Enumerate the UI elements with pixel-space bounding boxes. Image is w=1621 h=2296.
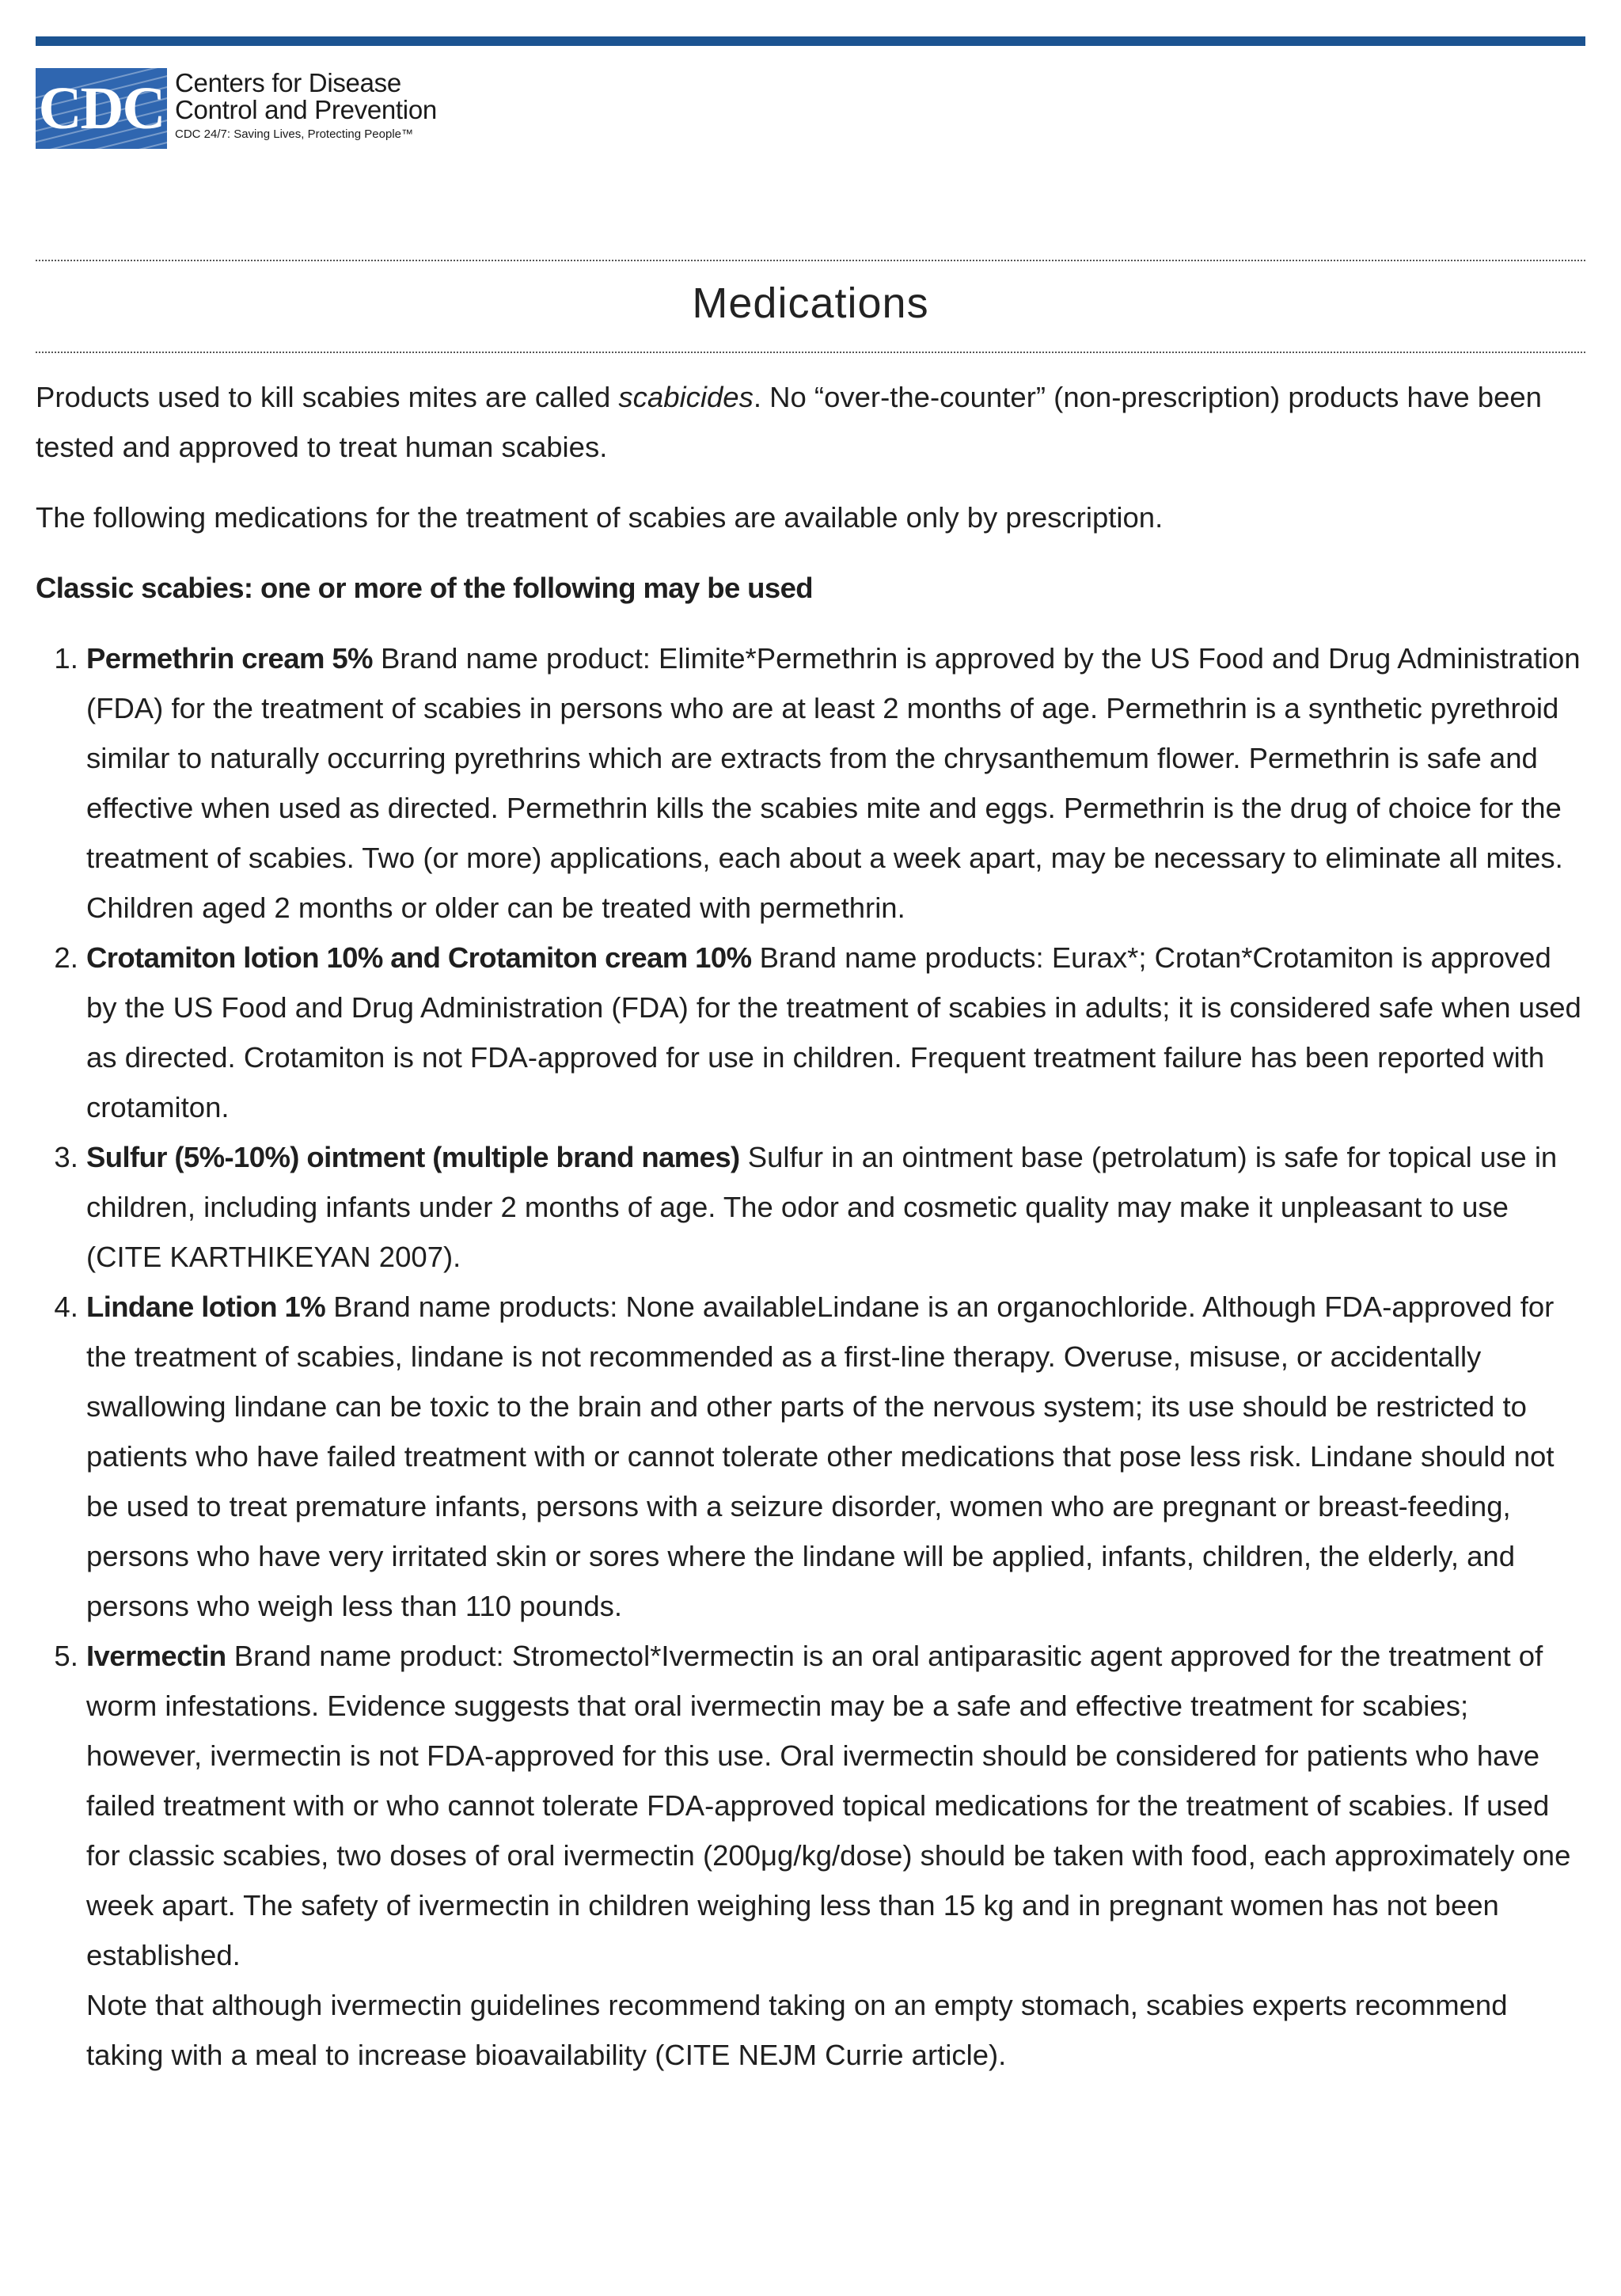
article-body — [36, 372, 1587, 2080]
medication-description: Brand name products: None availableLindane is an organochloride. Although FDA-approved for the treatment of scabies, lindane is not recommended as a first-line therapy. Overuse, misuse, or accidentally swallowing lindane can be toxic to the brain and other parts of the nervous system; its use should be restricted to patients who have failed treatment with or cannot tolerate other medications that pose less risk. Lindane should not be used to treat premature infants, persons with a seizure disorder, women who are pregnant or breast-feeding, persons who have very irritated skin or sores where the lindane will be applied, infants, children, the elderly, and persons who weigh less than 110 pounds. — [86, 1291, 1555, 1622]
medication-name: Sulfur (5%-10%) ointment (multiple brand names) — [86, 1141, 740, 1173]
intro-paragraph-1 — [36, 372, 1587, 472]
cdc-logo[interactable] — [36, 68, 437, 150]
title-rule-top — [36, 260, 1585, 261]
medication-name: Ivermectin — [86, 1640, 226, 1672]
title-rule-bottom — [36, 352, 1585, 353]
intro-p1-term: scabicides — [618, 381, 754, 413]
medication-name: Permethrin cream 5% — [86, 642, 373, 675]
medication-item-ivermectin — [86, 1631, 1587, 2080]
org-name-line-1: Centers for Disease — [175, 68, 401, 97]
intro-p1-after: . No “over-the-counter” (non-prescription) products have been tested and approved to treat human scabies. — [36, 381, 1542, 463]
medication-description: Brand name product: Stromectol*Ivermectin is an oral antiparasitic agent approved for the treatment of worm infestations. Evidence suggests that oral ivermectin may be a safe and effective treatment for scabies; however, ivermectin is not FDA-approved for this use. Oral ivermectin should be considered for patients who have failed treatment with or who cannot tolerate FDA-approved topical medications for the treatment of scabies. If used for classic scabies, two doses of oral ivermectin (200μg/kg/dose) should be taken with food, each approximately one week apart. The safety of ivermectin in children weighing less than 15 kg and in pregnant women has not been established. — [86, 1640, 1571, 1971]
cdc-logo-mark — [36, 68, 167, 149]
medication-name: Lindane lotion 1% — [86, 1291, 326, 1323]
org-name — [175, 68, 437, 144]
medication-item-permethrin — [86, 633, 1587, 933]
intro-p1-before: Products used to kill scabies mites are called — [36, 381, 619, 413]
page-title: Medications — [692, 279, 929, 327]
medication-name: Crotamiton lotion 10% and Crotamiton cream 10% — [86, 941, 752, 974]
medication-item-lindane — [86, 1282, 1587, 1631]
section-heading: Classic scabies: one or more of the following may be used — [36, 572, 813, 604]
header-top-bar — [36, 36, 1585, 46]
intro-paragraph-2: The following medications for the treatment of scabies are available only by prescription. — [36, 501, 1164, 534]
medication-note: Note that although ivermectin guidelines recommend taking on an empty stomach, scabies experts recommend taking with a meal to increase bioavailability (CITE NEJM Currie article). — [86, 1989, 1508, 2071]
medication-description: Brand name product: Elimite*Permethrin is approved by the US Food and Drug Administration (FDA) for the treatment of scabies in persons who are at least 2 months of age. Permethrin is a synthetic pyrethroid similar to naturally occurring pyrethrins which are extracts from the chrysanthemum flower. Permethrin is safe and effective when used as directed. Permethrin kills the scabies mite and eggs. Permethrin is the drug of choice for the treatment of scabies. Two (or more) applications, each about a week apart, may be necessary to eliminate all mites. Children aged 2 months or older can be treated with permethrin. — [86, 642, 1581, 924]
medication-item-sulfur — [86, 1132, 1587, 1282]
medication-item-crotamiton — [86, 933, 1587, 1132]
medication-list — [36, 633, 1587, 2080]
medication-description: Sulfur in an ointment base (petrolatum) is safe for topical use in children, including infants under 2 months of age. The odor and cosmetic quality may make it unpleasant to use (CITE KARTHIKEYAN 2007). — [86, 1141, 1558, 1273]
org-tagline: CDC 24/7: Saving Lives, Protecting People™ — [175, 127, 413, 141]
cdc-logo-letters: CDC — [38, 74, 165, 142]
medication-description: Brand name products: Eurax*; Crotan*Crotamiton is approved by the US Food and Drug Administration (FDA) for the treatment of scabies in adults; it is considered safe when used as directed. Crotamiton is not FDA-approved for use in children. Frequent treatment failure has been reported with crotamiton. — [86, 941, 1581, 1123]
org-name-line-2: Control and Prevention — [175, 95, 437, 124]
